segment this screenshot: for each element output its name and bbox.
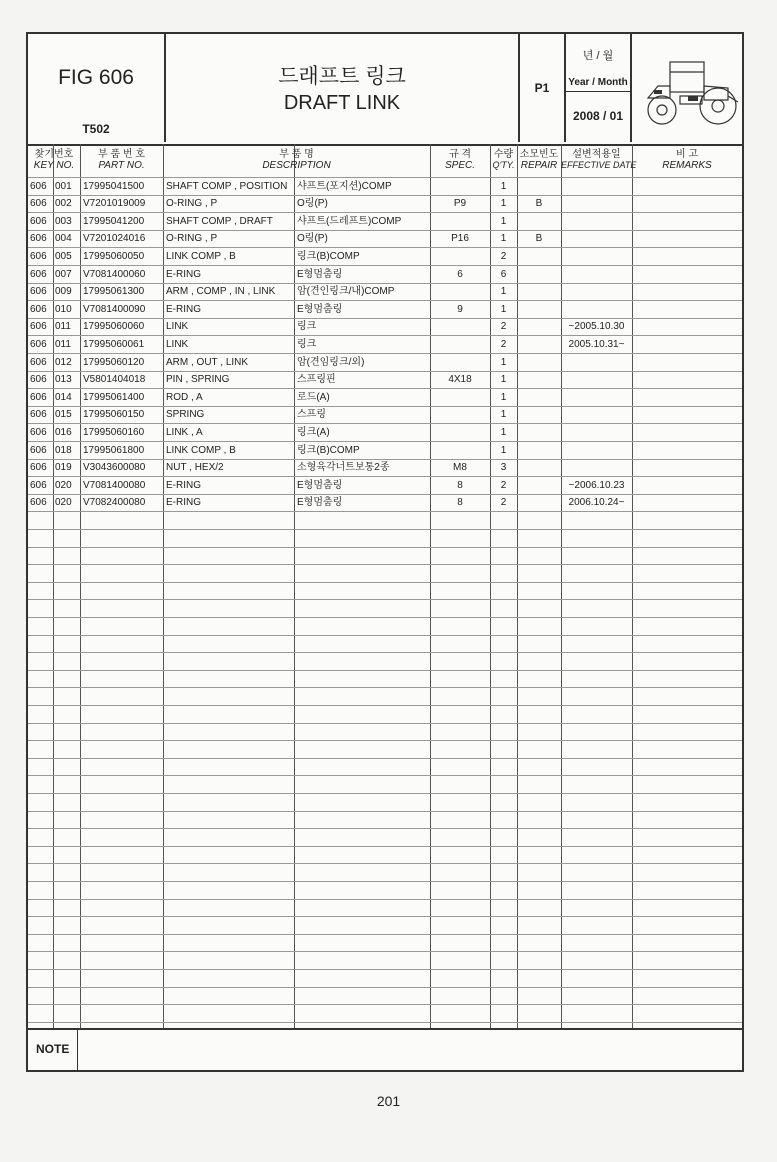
cell-fig: 606: [30, 462, 47, 474]
cell-desc-en: LINK COMP , B: [166, 250, 236, 262]
year-month-korean: 년 / 월: [582, 50, 614, 62]
cell-desc-ko: 링크(B)COMP: [297, 250, 360, 262]
tractor-illustration: [632, 34, 742, 142]
cell-desc-en: ARM , COMP , IN , LINK: [166, 286, 276, 298]
cell-desc-ko: O링(P): [297, 233, 328, 245]
col-desc-ko: 부 품 명: [279, 149, 314, 160]
cell-desc-en: O-RING , P: [166, 233, 218, 245]
cell-desc-en: SPRING: [166, 409, 205, 421]
cell-desc-ko: 암(견임링크/외): [297, 356, 365, 368]
cell-fig: 606: [30, 409, 47, 421]
cell-key: 013: [55, 374, 72, 386]
cell-desc-ko: 링크: [297, 338, 317, 350]
cell-qty: 2: [500, 497, 507, 509]
cell-desc-ko: O링(P): [297, 198, 328, 210]
cell-desc-en: SHAFT COMP , POSITION: [166, 180, 288, 192]
cell-fig: 606: [30, 321, 47, 333]
cell-key: 018: [55, 444, 72, 456]
cell-desc-ko: 스프링핀: [297, 374, 336, 386]
row-divider: [28, 511, 742, 512]
row-divider: [28, 793, 742, 794]
cell-fig: 606: [30, 198, 47, 210]
cell-part: 17995060060: [83, 321, 145, 333]
cell-part: 17995041200: [83, 215, 145, 227]
note-section: [28, 1028, 742, 1072]
cell-key: 002: [55, 198, 72, 210]
cell-key: 001: [55, 180, 72, 192]
row-divider: [28, 617, 742, 618]
year-month-box: [566, 34, 632, 142]
cell-key: 011: [55, 338, 71, 350]
row-divider: [28, 529, 742, 530]
cell-part: V7081400060: [83, 268, 146, 280]
cell-qty: 2: [500, 321, 507, 333]
cell-key: 005: [55, 250, 72, 262]
cell-qty: 1: [500, 215, 507, 227]
model-code: T502: [82, 122, 110, 136]
row-divider: [28, 881, 742, 882]
cell-eff: ~2006.10.23: [568, 479, 625, 491]
cell-eff: 2005.10.31~: [568, 338, 625, 350]
cell-desc-ko: 로드(A): [297, 391, 330, 403]
cell-part: V5801404018: [83, 374, 146, 386]
cell-key: 020: [55, 479, 72, 491]
cell-desc-en: LINK COMP , B: [166, 444, 236, 456]
cell-desc-en: ARM , OUT , LINK: [166, 356, 249, 368]
row-divider: [28, 934, 742, 935]
cell-spec: P9: [453, 198, 467, 210]
row-divider: [28, 846, 742, 847]
cell-spec: 8: [457, 479, 463, 491]
cell-key: 010: [55, 303, 72, 315]
cell-part: V7201019009: [83, 198, 146, 210]
cell-desc-ko: 스프링: [297, 409, 326, 421]
cell-key: 016: [55, 426, 72, 438]
row-divider: [28, 1022, 742, 1023]
parts-table: [28, 144, 742, 1028]
cell-eff: 2006.10.24~: [568, 497, 625, 509]
cell-key: 007: [55, 268, 72, 280]
cell-part: V7082400080: [83, 497, 146, 509]
cell-fig: 606: [30, 426, 47, 438]
cell-desc-en: LINK , A: [166, 426, 203, 438]
cell-part: 17995060050: [83, 250, 145, 262]
cell-qty: 1: [500, 391, 507, 403]
cell-fig: 606: [30, 215, 47, 227]
fig-label: FIG 606: [58, 66, 134, 89]
row-divider: [28, 1004, 742, 1005]
cell-fig: 606: [30, 268, 47, 280]
cell-desc-ko: 링크(A): [297, 426, 330, 438]
cell-desc-en: ROD , A: [166, 391, 203, 403]
cell-part: 17995061300: [83, 286, 145, 298]
page-code: P1: [534, 81, 550, 95]
row-divider: [28, 705, 742, 706]
cell-part: 17995061800: [83, 444, 145, 456]
cell-fig: 606: [30, 233, 47, 245]
cell-fig: 606: [30, 444, 47, 456]
cell-qty: 2: [500, 250, 507, 262]
row-divider: [28, 547, 742, 548]
cell-qty: 1: [500, 180, 507, 192]
cell-fig: 606: [30, 497, 47, 509]
row-divider: [28, 969, 742, 970]
cell-key: 011: [55, 321, 71, 333]
col-eff-en: EFFECTIVE DATE: [561, 160, 637, 170]
cell-qty: 3: [500, 462, 507, 474]
col-repair-ko: 소모빈도: [519, 149, 559, 160]
row-divider: [28, 775, 742, 776]
col-spec-en: SPEC.: [444, 160, 475, 171]
col-divider: [163, 144, 164, 1028]
col-part-ko: 부 품 번 호: [98, 149, 145, 160]
fig-box: [28, 34, 166, 142]
cell-spec: 4X18: [448, 374, 472, 386]
cell-part: 17995060061: [83, 338, 145, 350]
cell-desc-ko: E형멈춤링: [297, 268, 343, 280]
cell-fig: 606: [30, 180, 47, 192]
cell-repair: B: [535, 233, 543, 245]
title-korean: 드래프트 링크: [278, 65, 406, 88]
title-english: DRAFT LINK: [283, 92, 401, 114]
row-divider: [28, 564, 742, 565]
row-divider: [28, 670, 742, 671]
cell-desc-en: SHAFT COMP , DRAFT: [166, 215, 273, 227]
row-divider: [28, 987, 742, 988]
row-divider: [28, 863, 742, 864]
col-divider: [517, 144, 518, 1028]
row-divider: [28, 828, 742, 829]
col-spec-ko: 규 격: [448, 149, 472, 160]
cell-fig: 606: [30, 479, 47, 491]
title-box: [166, 34, 520, 142]
cell-desc-ko: 소형육각너트보통2종: [297, 462, 390, 474]
cell-key: 019: [55, 462, 72, 474]
row-divider: [28, 899, 742, 900]
cell-desc-en: E-RING: [166, 497, 201, 509]
note-label: NOTE: [36, 1042, 70, 1056]
cell-part: 17995061400: [83, 391, 145, 403]
row-divider: [28, 951, 742, 952]
row-divider: [28, 599, 742, 600]
col-part-en: PART NO.: [98, 160, 145, 171]
cell-key: 015: [55, 409, 72, 421]
cell-desc-ko: 샤프트(드레프트)COMP: [297, 215, 402, 227]
cell-qty: 1: [500, 374, 507, 386]
cell-fig: 606: [30, 391, 47, 403]
col-divider: [53, 144, 54, 1028]
row-divider: [28, 916, 742, 917]
page-number: 201: [376, 1093, 401, 1109]
cell-qty: 2: [500, 479, 507, 491]
cell-qty: 1: [500, 444, 507, 456]
row-divider: [28, 758, 742, 759]
cell-desc-ko: 링크: [297, 321, 317, 333]
cell-qty: 6: [500, 268, 507, 280]
col-desc-en: DESCRIPTION: [262, 160, 331, 171]
cell-part: V3043600080: [83, 462, 146, 474]
cell-spec: 8: [457, 497, 463, 509]
cell-desc-en: O-RING , P: [166, 198, 218, 210]
cell-part: V7081400090: [83, 303, 146, 315]
cell-key: 003: [55, 215, 72, 227]
col-rem-ko: 비 고: [675, 149, 699, 160]
cell-fig: 606: [30, 356, 47, 368]
cell-desc-ko: 암(견인링크/내)COMP: [297, 286, 395, 298]
col-repair-en: REPAIR: [520, 160, 558, 171]
cell-fig: 606: [30, 303, 47, 315]
tractor-icon: [632, 34, 742, 142]
cell-key: 009: [55, 286, 72, 298]
year-month-english: Year / Month: [568, 77, 628, 88]
cell-desc-ko: E형멈춤링: [297, 479, 343, 491]
cell-qty: 1: [500, 356, 507, 368]
cell-part: 17995041500: [83, 180, 145, 192]
cell-part: 17995060120: [83, 356, 145, 368]
row-divider: [28, 635, 742, 636]
col-eff-ko: 설변적용일: [572, 149, 621, 160]
row-divider: [28, 740, 742, 741]
cell-desc-ko: 샤프트(포지션)COMP: [297, 180, 392, 192]
cell-key: 004: [55, 233, 72, 245]
cell-key: 014: [55, 391, 72, 403]
cell-fig: 606: [30, 338, 47, 350]
row-divider: [28, 723, 742, 724]
cell-qty: 1: [500, 233, 507, 245]
col-rem-en: REMARKS: [662, 160, 712, 171]
cell-desc-ko: E형멈춤링: [297, 303, 343, 315]
cell-spec: M8: [453, 462, 467, 474]
cell-desc-en: PIN , SPRING: [166, 374, 230, 386]
cell-spec: P16: [451, 233, 469, 245]
cell-part: 17995060160: [83, 426, 145, 438]
col-divider: [561, 144, 562, 1028]
col-qty-ko: 수량: [493, 149, 514, 160]
cell-key: 012: [55, 356, 72, 368]
row-divider: [28, 652, 742, 653]
row-divider: [28, 687, 742, 688]
parts-sheet: [26, 32, 744, 1072]
cell-qty: 1: [500, 198, 507, 210]
col-divider: [80, 144, 81, 1028]
cell-key: 020: [55, 497, 72, 509]
row-divider: [28, 582, 742, 583]
cell-qty: 2: [500, 338, 507, 350]
cell-spec: 6: [457, 268, 463, 280]
cell-desc-ko: E형멈춤링: [297, 497, 343, 509]
col-divider: [632, 144, 633, 1028]
cell-eff: ~2005.10.30: [568, 321, 625, 333]
cell-fig: 606: [30, 374, 47, 386]
cell-desc-ko: 링크(B)COMP: [297, 444, 360, 456]
divider: [566, 91, 630, 92]
cell-qty: 1: [500, 303, 507, 315]
cell-part: 17995060150: [83, 409, 145, 421]
col-divider: [294, 144, 295, 1028]
cell-spec: 9: [457, 303, 463, 315]
cell-fig: 606: [30, 250, 47, 262]
cell-desc-en: E-RING: [166, 303, 201, 315]
cell-part: V7201024016: [83, 233, 146, 245]
col-qty-en: Q'TY.: [492, 160, 515, 170]
cell-qty: 1: [500, 426, 507, 438]
cell-fig: 606: [30, 286, 47, 298]
issue-date: 2008 / 01: [572, 109, 624, 123]
sheet-header: [28, 34, 742, 146]
cell-desc-en: NUT , HEX/2: [166, 462, 224, 474]
cell-qty: 1: [500, 286, 507, 298]
cell-desc-en: E-RING: [166, 268, 201, 280]
page-code-box: [520, 34, 566, 142]
col-key-ko: 찾기번호: [34, 149, 74, 160]
col-key-en: KEY NO.: [33, 160, 75, 171]
cell-qty: 1: [500, 409, 507, 421]
cell-repair: B: [535, 198, 543, 210]
note-label-box: [28, 1030, 78, 1072]
cell-desc-en: LINK: [166, 321, 189, 333]
cell-desc-en: E-RING: [166, 479, 201, 491]
cell-desc-en: LINK: [166, 338, 189, 350]
cell-part: V7081400080: [83, 479, 146, 491]
row-divider: [28, 811, 742, 812]
